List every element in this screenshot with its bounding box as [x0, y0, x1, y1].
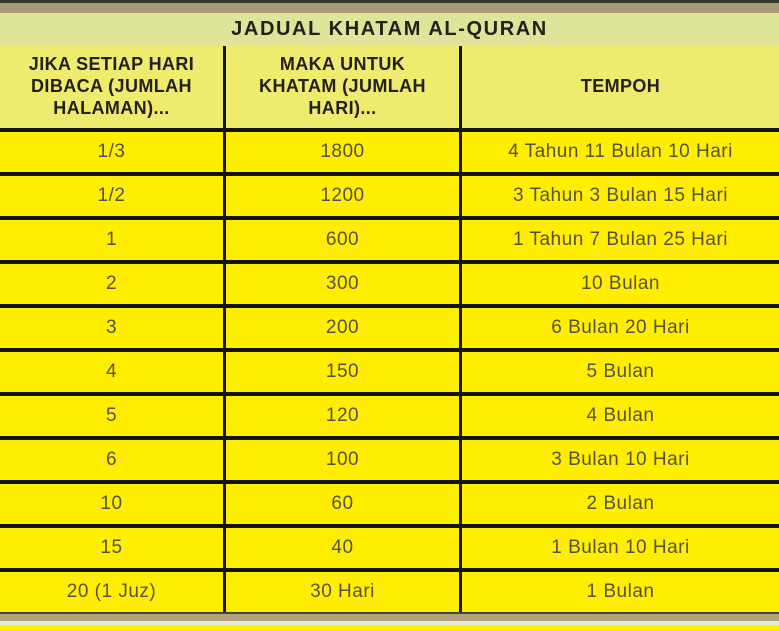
cell-duration: 3 Bulan 10 Hari [551, 449, 690, 470]
cell-days-to-khatam: 40 [226, 528, 462, 568]
cell-days-to-khatam: 30 Hari [226, 572, 462, 612]
table-row [0, 176, 779, 220]
cell-pages-per-day: 6 [0, 440, 226, 480]
cell-pages-per-day: 1 [0, 220, 226, 260]
cell-pages-per-day: 10 [0, 484, 226, 524]
cell-pages-per-day: 20 (1 Juz) [0, 572, 226, 612]
cell-pages-per-day: 1/2 [0, 176, 226, 216]
cell-pages-per-day: 2 [0, 264, 226, 304]
cell-pages-per-day: 15 [0, 528, 226, 568]
table-row [0, 308, 779, 352]
table-row [0, 352, 779, 396]
cell-days-to-khatam: 1200 [226, 176, 462, 216]
cell-days-to-khatam: 1800 [226, 132, 462, 172]
header-col-pages-per-day: JIKA SETIAP HARI DIBACA (JUMLAH HALAMAN)... [0, 46, 226, 128]
cell-pages-per-day: 3 [0, 308, 226, 348]
header-col-duration: TEMPOH [580, 76, 661, 97]
cell-days-to-khatam: 200 [226, 308, 462, 348]
cell-duration: 10 Bulan [580, 273, 660, 294]
cell-duration: 6 Bulan 20 Hari [551, 317, 690, 338]
table-row [0, 264, 779, 308]
frame-bottom-tan-strip [0, 612, 779, 621]
page-title: JADUAL KHATAM AL-QURAN [0, 13, 779, 46]
cell-days-to-khatam: 300 [226, 264, 462, 304]
cell-days-to-khatam: 150 [226, 352, 462, 392]
cell-duration: 1 Bulan 10 Hari [551, 537, 690, 558]
table-row [0, 396, 779, 440]
cell-pages-per-day: 4 [0, 352, 226, 392]
cell-pages-per-day: 1/3 [0, 132, 226, 172]
cell-duration: 4 Bulan [586, 405, 655, 426]
cell-duration: 1 Tahun 7 Bulan 25 Hari [512, 229, 729, 250]
table-header-row [0, 46, 779, 132]
cell-duration: 3 Tahun 3 Bulan 15 Hari [512, 185, 729, 206]
cell-days-to-khatam: 60 [226, 484, 462, 524]
table-row [0, 484, 779, 528]
frame-bottom-light-strip [0, 621, 779, 625]
cell-duration: 5 Bulan [586, 361, 655, 382]
table-body [0, 132, 779, 612]
header-col-days-to-khatam: MAKA UNTUK KHATAM (JUMLAH HARI)... [226, 46, 462, 128]
cell-duration: 1 Bulan [586, 581, 655, 602]
cell-pages-per-day: 5 [0, 396, 226, 436]
cell-days-to-khatam: 120 [226, 396, 462, 436]
cell-days-to-khatam: 600 [226, 220, 462, 260]
table-row [0, 528, 779, 572]
frame-top-tan-strip [0, 3, 779, 13]
cell-duration: 4 Tahun 11 Bulan 10 Hari [508, 141, 733, 162]
table-row [0, 572, 779, 612]
cell-days-to-khatam: 100 [226, 440, 462, 480]
table-row [0, 220, 779, 264]
table-row [0, 440, 779, 484]
table-row [0, 132, 779, 176]
cell-duration: 2 Bulan [586, 493, 655, 514]
